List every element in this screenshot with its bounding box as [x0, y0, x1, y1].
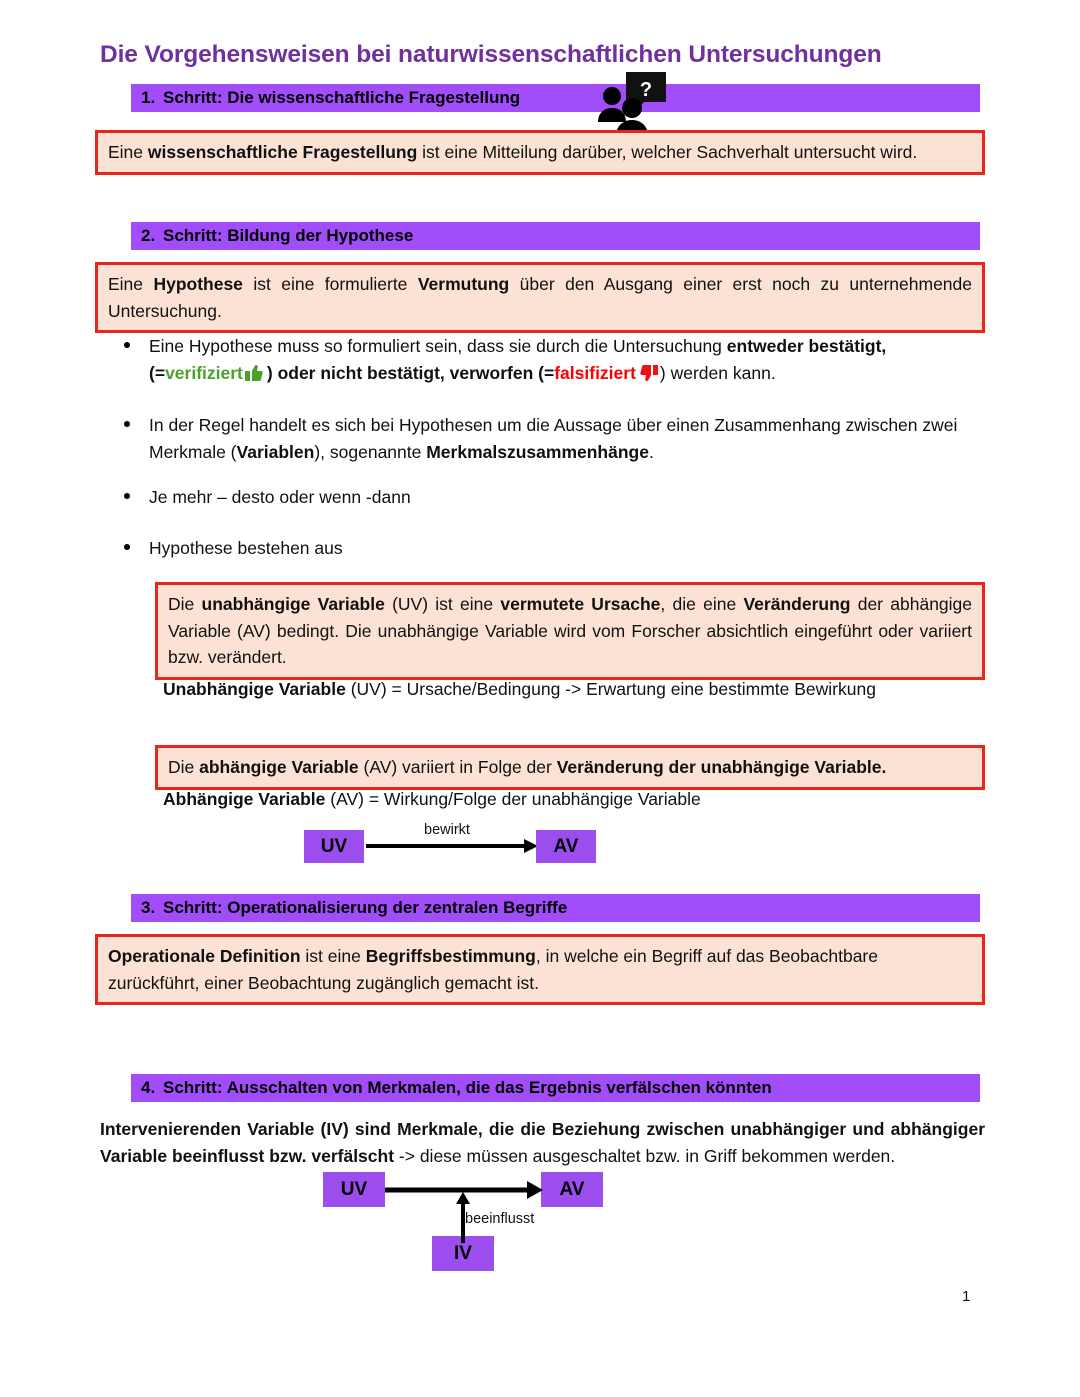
def3-t1: (UV) ist eine — [384, 594, 501, 614]
def3-t3: der abhängige Variable (AV) bedingt. Die unabhängige Variable wird vom Forscher absichtlich eingeführt oder variiert bzw. verändert. — [168, 594, 973, 668]
bullet-dot-icon — [124, 421, 130, 427]
step-label-2: Schritt: Bildung der Hypothese — [163, 226, 414, 245]
bul2-bold2: Merkmalszusammenhänge — [426, 442, 649, 463]
def5-t1: ist eine — [300, 946, 366, 966]
bul1-t3: ) werden kann. — [659, 363, 776, 384]
bul1-bold2: ) oder nicht bestätigt, verworfen (= — [266, 363, 555, 384]
thumbs-up-icon — [245, 364, 265, 382]
step-number-4: 4. — [141, 1078, 156, 1097]
verifiziert-text: verifiziert — [165, 363, 243, 384]
step-number-3: 3. — [141, 898, 156, 917]
bul2-t1: In der Regel handelt es sich bei Hypothesen um die Aussage über einen Zusammenhang zwischen zwei Merkmale ( — [149, 415, 958, 463]
def3-bold1: unabhängige Variable — [201, 594, 385, 614]
step-number-2: 2. — [141, 226, 156, 245]
definition-box-abhaengige-variable — [155, 745, 985, 790]
def5-t2: , in welche ein Begriff auf das Beobachtbare zurückführt, einer Beobachtung zugänglich gemacht ist. — [108, 946, 878, 993]
step-banner-1 — [131, 84, 980, 112]
bullet-dot-icon — [124, 544, 130, 550]
bul1-t1: Eine Hypothese muss so formuliert sein, dass sie durch die Untersuchung — [149, 336, 727, 356]
caption-abhaengige-variable — [163, 789, 701, 810]
list-item — [124, 412, 986, 466]
def4-lead: Die — [168, 757, 200, 777]
def3-bold3: Veränderung — [743, 594, 851, 614]
bul1-bold1: entweder bestätigt, — [726, 336, 887, 356]
def4-t1: (AV) variiert in Folge der — [358, 757, 557, 777]
people-question-icon — [592, 70, 668, 138]
step-label-1: Schritt: Die wissenschaftliche Fragestellung — [163, 88, 521, 107]
cap2-rest: (AV) = Wirkung/Folge der unabhängige Variable — [325, 789, 701, 809]
step-banner-4 — [131, 1074, 980, 1102]
definition-box-operationale-definition — [95, 934, 985, 1005]
def2-mid: ist eine formulierte — [242, 274, 418, 294]
arrow-uv-to-av — [366, 826, 538, 840]
page-title: Die Vorgehensweisen bei naturwissenschaftlichen Untersuchungen — [100, 41, 882, 68]
caption-unabhaengige-variable — [163, 679, 876, 700]
def1-rest: ist eine Mitteilung darüber, welcher Sachverhalt untersucht wird. — [417, 142, 918, 162]
bullet-dot-icon — [124, 342, 130, 348]
p4-rest: -> diese müssen ausgeschaltet bzw. in Griff bekommen werden. — [394, 1146, 896, 1167]
step-label-4: Schritt: Ausschalten von Merkmalen, die das Ergebnis verfälschen könnten — [163, 1078, 772, 1097]
list-item — [124, 535, 724, 562]
cap1-rest: (UV) = Ursache/Bedingung -> Erwartung eine bestimmte Bewirkung — [345, 679, 876, 699]
step4-paragraph — [100, 1116, 985, 1170]
variable-box-uv-2: UV — [323, 1172, 385, 1207]
arrow-label-bewirkt: bewirkt — [424, 822, 470, 838]
p4-bold: Intervenierenden Variable (IV) sind Merkmale, die die Beziehung zwischen unabhängiger und abhängiger Variable beeinflusst bzw. verfälscht — [100, 1119, 985, 1167]
def1-bold: wissenschaftliche Fragestellung — [147, 142, 418, 162]
bul2-t2: ), sogenannte — [314, 442, 427, 463]
bul2-t3: . — [648, 442, 654, 463]
def2-bold2: Vermutung — [417, 274, 510, 294]
def3-bold2: vermutete Ursache — [500, 594, 661, 614]
arrow-label-beeinflusst: beeinflusst — [465, 1211, 535, 1227]
definition-box-fragestellung — [95, 130, 985, 175]
step-label-3: Schritt: Operationalisierung der zentralen Begriffe — [163, 898, 568, 917]
variable-box-av-2: AV — [541, 1172, 603, 1207]
variable-box-av: AV — [536, 830, 596, 863]
variable-box-iv: IV — [432, 1236, 494, 1271]
def4-bold2: Veränderung der unabhängige Variable. — [556, 757, 887, 777]
bullet-4-text: Hypothese bestehen aus — [149, 538, 343, 558]
definition-box-unabhaengige-variable — [155, 582, 985, 680]
page-number: 1 — [962, 1288, 971, 1305]
def5-bold1: Operationale Definition — [108, 946, 301, 966]
cap2-bold: Abhängige Variable — [163, 789, 326, 809]
def1-lead: Eine — [108, 142, 148, 162]
def2-rest: über den Ausgang einer erst noch zu unternehmende Untersuchung. — [108, 274, 972, 321]
bullet-3-text: Je mehr – desto oder wenn -dann — [149, 487, 411, 507]
variable-box-uv: UV — [304, 830, 364, 863]
falsifiziert-text: falsifiziert — [554, 363, 636, 384]
bul2-bold1: Variablen — [236, 442, 315, 463]
step-banner-3 — [131, 894, 980, 922]
def3-t2: , die eine — [660, 594, 744, 614]
definition-box-hypothese — [95, 262, 985, 333]
svg-text:?: ? — [639, 79, 653, 101]
arrow-group-uv-av-iv — [385, 1168, 545, 1248]
bul1-t2: (= — [149, 363, 166, 384]
bullet-2-text — [124, 412, 986, 466]
list-item — [124, 333, 986, 387]
def3-lead: Die — [168, 594, 202, 614]
thumbs-down-icon — [638, 364, 658, 382]
list-item — [124, 484, 724, 511]
def2-bold1: Hypothese — [153, 274, 243, 294]
step-banner-2 — [131, 222, 980, 250]
bullet-dot-icon — [124, 493, 130, 499]
cap1-bold: Unabhängige Variable — [163, 679, 346, 699]
step-number-1: 1. — [141, 88, 156, 107]
bullet-1-text — [124, 333, 986, 387]
def2-lead: Eine — [108, 274, 154, 294]
def4-bold1: abhängige Variable — [199, 757, 359, 777]
def5-bold2: Begriffsbestimmung — [365, 946, 536, 966]
